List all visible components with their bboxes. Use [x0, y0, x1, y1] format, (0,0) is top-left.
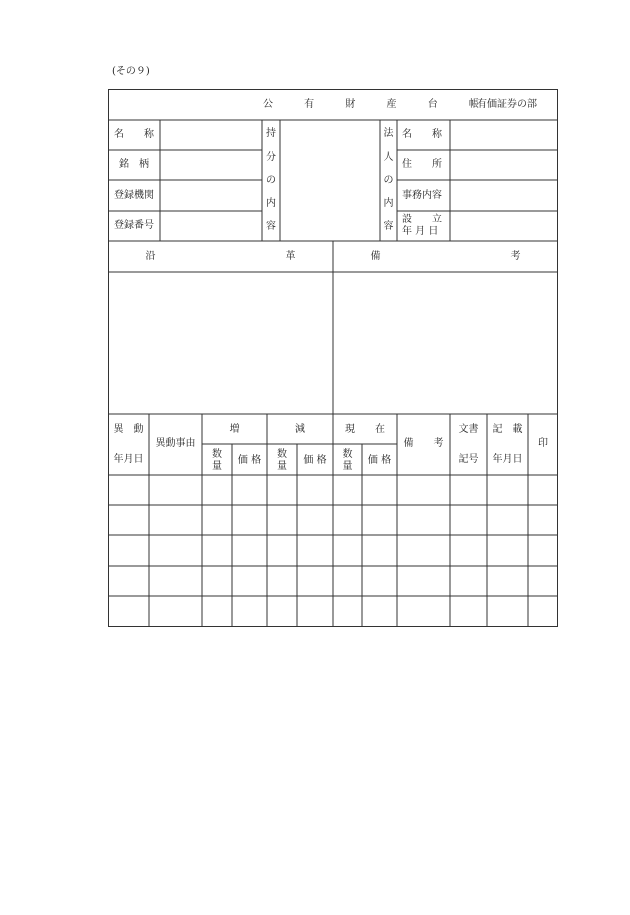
- name-label: 名 称: [114, 129, 154, 140]
- table-remarks-header: 備 考: [403, 438, 444, 449]
- brand-label: 銘 柄: [119, 159, 149, 170]
- decrease-header: 減: [295, 424, 305, 435]
- price-header: 価 格: [237, 455, 262, 466]
- share-label-char: 内: [266, 198, 276, 209]
- corp-label-char: の: [383, 175, 394, 186]
- corp-label-char: 法: [383, 128, 394, 139]
- corp-established-date-label: 年 月 日: [402, 226, 439, 237]
- share-label-char: 容: [266, 221, 276, 232]
- doc-symbol-header: 文書: [458, 424, 479, 435]
- current-header: 現 在: [345, 424, 385, 435]
- qty-header: 数 量: [342, 449, 353, 472]
- corp-label-char: 容: [383, 221, 394, 232]
- record-date-header-2: 年月日: [492, 454, 523, 465]
- corp-name-label: 名 称: [402, 129, 442, 140]
- record-date-header: 記 載: [492, 424, 523, 435]
- change-reason-header: 異動事由: [155, 438, 196, 449]
- registrar-label: 登録機関: [114, 190, 154, 201]
- share-label-char: の: [266, 175, 276, 186]
- qty-header: 数 量: [277, 449, 287, 472]
- seal-header: 印: [538, 438, 548, 449]
- page-title: 公 有 財 産 台 帳: [263, 99, 493, 110]
- corp-address-label: 住 所: [402, 159, 442, 170]
- change-date-header-2: 年月日: [113, 454, 144, 465]
- remarks-header: 備 考: [370, 251, 521, 262]
- qty-header: 数 量: [212, 449, 222, 472]
- sheet-label: (その９): [112, 66, 150, 77]
- corp-established-label: 設 立: [402, 214, 442, 225]
- corp-label-char: 内: [383, 198, 394, 209]
- history-header: 沿 革: [145, 251, 296, 262]
- corp-business-label: 事務内容: [402, 190, 442, 201]
- share-label-char: 分: [266, 152, 276, 163]
- section-label: 有価証券の部: [477, 99, 537, 110]
- doc-symbol-header-2: 記号: [458, 454, 479, 465]
- price-header: 価 格: [367, 455, 392, 466]
- registration-number-label: 登録番号: [114, 220, 154, 231]
- share-label-char: 持: [266, 128, 276, 139]
- price-header: 価 格: [303, 455, 327, 466]
- corp-label-char: 人: [383, 152, 394, 163]
- change-date-header: 異 動: [113, 424, 144, 435]
- increase-header: 増: [229, 424, 240, 435]
